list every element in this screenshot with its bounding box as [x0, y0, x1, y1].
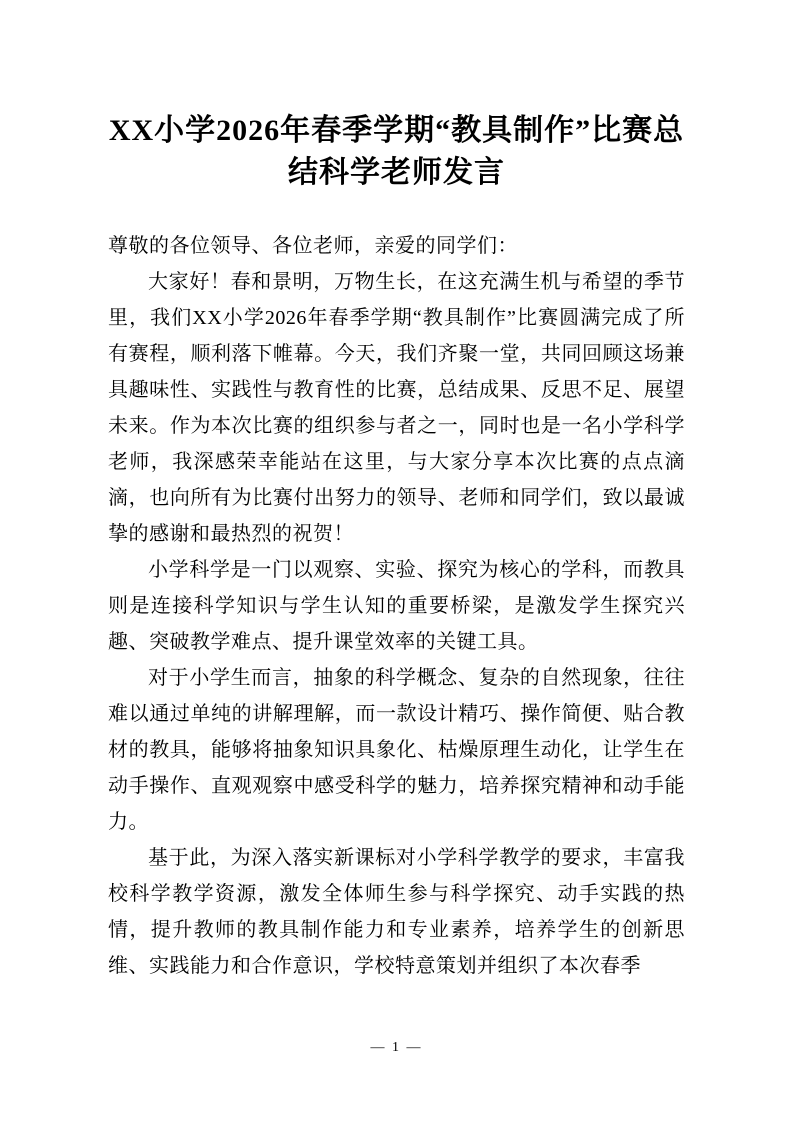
paragraph-opening: 大家好！春和景明，万物生长，在这充满生机与希望的季节里，我们XX小学2026年春季学期“教具制作”比赛圆满完成了所有赛程，顺利落下帷幕。今天，我们齐聚一堂，共同回顾这场兼具趣味性、实践性与教育性的比赛，总结成果、反思不足、展望未来。作为本次比赛的组织参与者之一，同时也是一名小学科学老师，我深感荣幸能站在这里，与大家分享本次比赛的点点滴滴，也向所有为比赛付出努力的领导、老师和同学们，致以最诚挚的感谢和最热烈的祝贺！: [108, 271, 685, 545]
paragraph-salutation: 尊敬的各位领导、各位老师，亲爱的同学们：: [108, 235, 518, 257]
paragraph-competition-purpose: 基于此，为深入落实新课标对小学科学教学的要求，丰富我校科学教学资源，激发全体师生参与科学探究、动手实践的热情，提升教师的教具制作能力和专业素养，培养学生的创新思维、实践能力和合作意识，学校特意策划并组织了本次春季: [108, 847, 685, 977]
paragraph-science-subject: 小学科学是一门以观察、实验、探究为核心的学科，而教具则是连接科学知识与学生认知的重要桥梁，是激发学生探究兴趣、突破教学难点、提升课堂效率的关键工具。: [108, 559, 685, 653]
paragraph-teaching-aid-value: 对于小学生而言，抽象的科学概念、复杂的自然现象，往往难以通过单纯的讲解理解，而一款设计精巧、操作简便、贴合教材的教具，能够将抽象知识具象化、枯燥原理生动化，让学生在动手操作、直观观察中感受科学的魅力，培养探究精神和动手能力。: [108, 667, 685, 833]
document-body: [108, 228, 685, 984]
document-title: XX小学2026年春季学期“教具制作”比赛总结科学老师发言: [108, 114, 685, 189]
page-number: — 1 —: [370, 1040, 423, 1055]
